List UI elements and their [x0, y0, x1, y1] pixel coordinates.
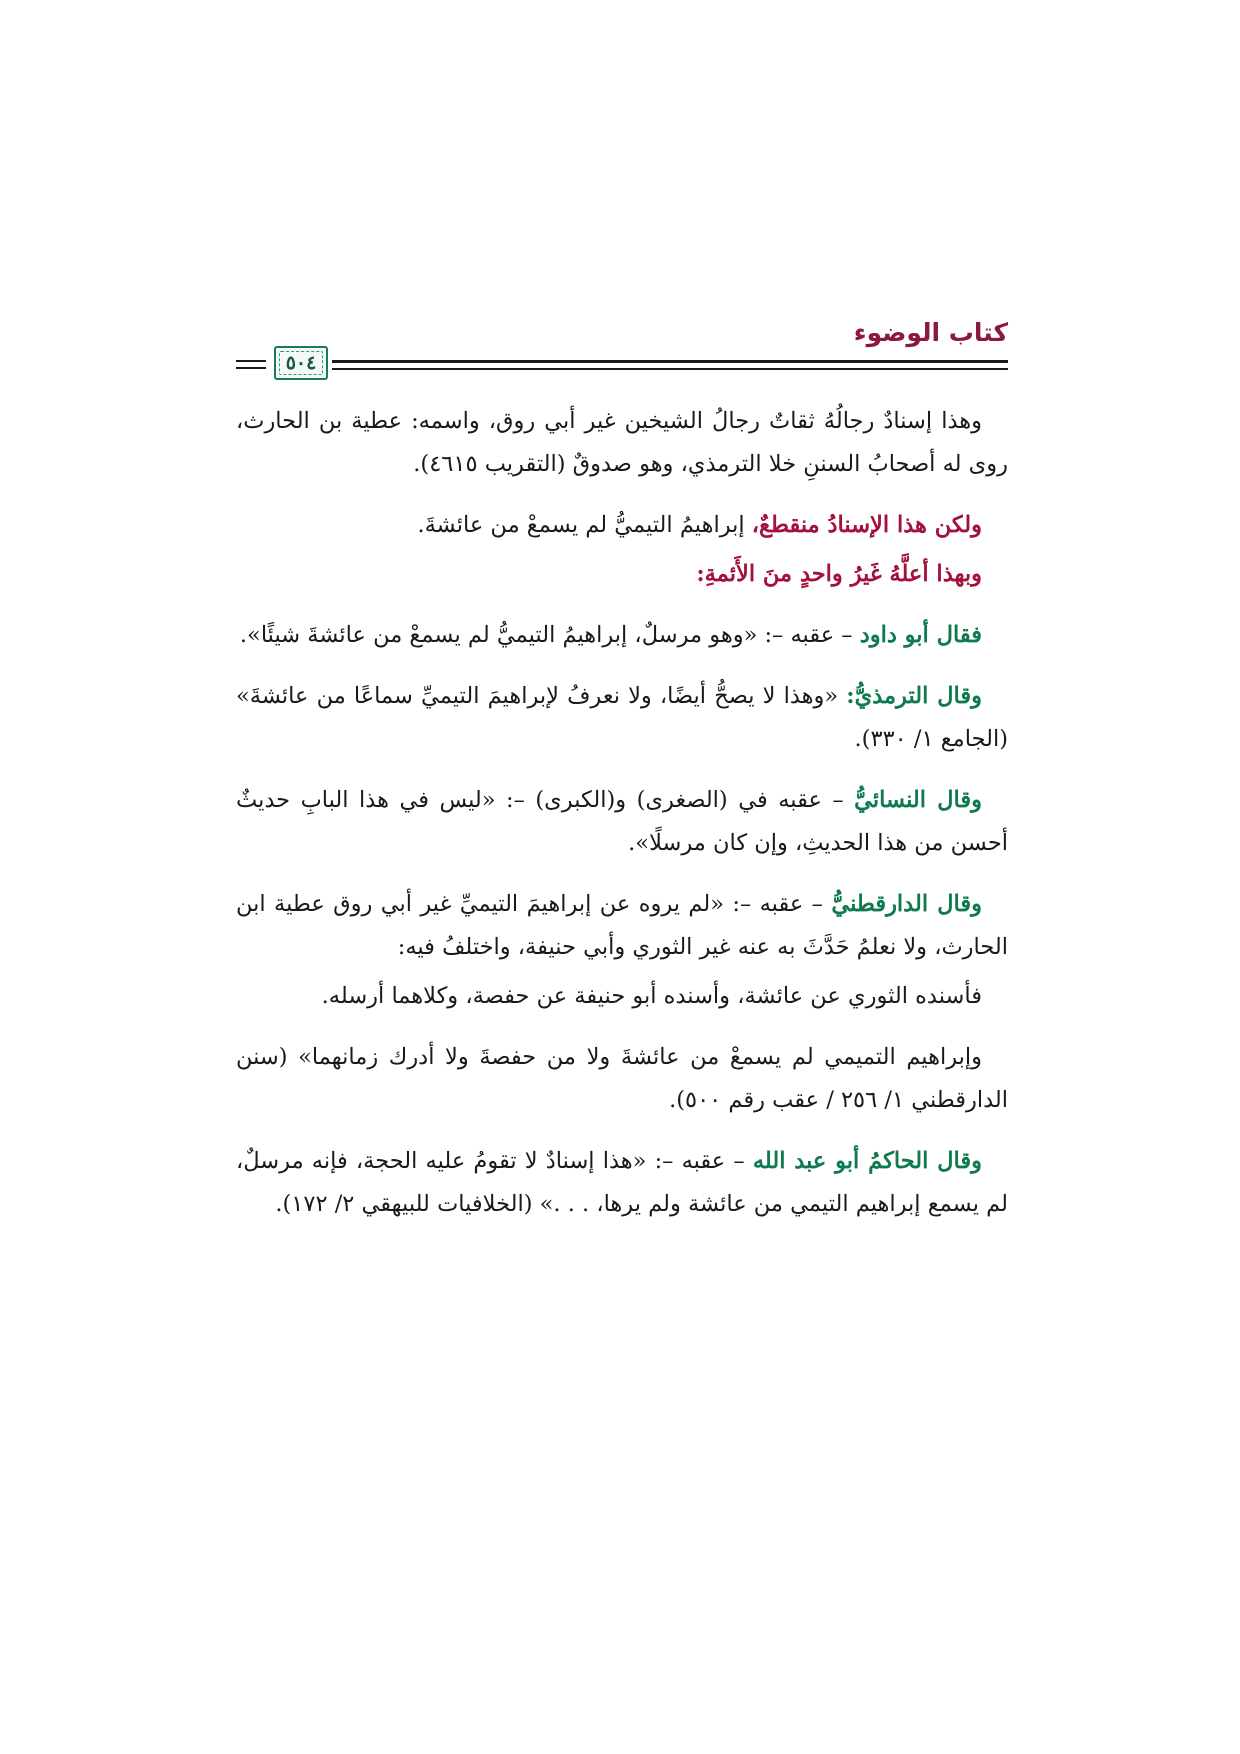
paragraph [236, 779, 1008, 865]
header-rule [332, 368, 1008, 370]
scholar-name: وقال الدارقطنيُّ [831, 891, 982, 917]
header-rule [236, 360, 266, 362]
header-rule [332, 360, 1008, 363]
paragraph-text: وإبراهيم التميمي لم يسمعْ من عائشةَ ولا من حفصةَ ولا أدرك زمانهما» (سنن الدارقطني ١/ ٢٥٦ / عقب رقم ٥٠٠). [236, 1044, 1008, 1113]
paragraph [236, 975, 1008, 1018]
paragraph-text: – عقبه –: «هذا إسنادٌ لا تقومُ عليه الحجة، فإنه مرسلٌ، لم يسمع إبراهيم التيمي من عائشة ولم يرها، . . .» (الخلافيات للبيهقي ٢/ ١٧٢). [236, 1148, 1008, 1217]
scholar-name: وقال النسائيُّ [854, 787, 982, 813]
paragraph [236, 1140, 1008, 1226]
emphasis-text: وبهذا أعلَّهُ غَيرُ واحدٍ منَ الأَئمةِ: [696, 561, 982, 587]
paragraph-text: وهذا إسنادٌ رجالُهُ ثقاتٌ رجالُ الشيخين غير أبي روق، واسمه: عطية بن الحارث، روى له أصحابُ السننِ خلا الترمذي، وهو صدوقٌ (التقريب ٤٦١٥). [236, 408, 1008, 477]
scholar-name: فقال أبو داود [859, 622, 982, 648]
paragraph-text: – عقبه –: «وهو مرسلٌ، إبراهيمُ التيميُّ لم يسمعْ من عائشةَ شيئًا». [239, 622, 860, 648]
book-title: كتاب الوضوء [853, 318, 1008, 347]
paragraph-text: إبراهيمُ التيميُّ لم يسمعْ من عائشةَ. [417, 512, 752, 538]
scholar-name: وقال الحاكمُ أبو عبد الله [752, 1148, 982, 1174]
paragraph [236, 553, 1008, 596]
paragraph-text: – عقبه في (الصغرى) و(الكبرى) –: «ليس في هذا البابِ حديثٌ أحسن من هذا الحديثِ، وإن كان مرسلًا». [236, 787, 1008, 856]
paragraph [236, 675, 1008, 761]
page-number-badge [274, 346, 328, 380]
page-body [236, 400, 1008, 1226]
paragraph [236, 504, 1008, 547]
emphasis-text: ولكن هذا الإسنادُ منقطعٌ، [751, 512, 982, 538]
scholar-name: وقال الترمذيُّ: [846, 683, 983, 709]
paragraph [236, 614, 1008, 657]
page-number: ٥٠٤ [285, 352, 317, 374]
paragraph-text: – عقبه –: «لم يروه عن إبراهيمَ التيميِّ غير أبي روق عطية ابن الحارث، ولا نعلمُ حَدَّثَ به عنه غير الثوري وأبي حنيفة، واختلفُ فيه: [236, 891, 1008, 960]
header-rule [236, 367, 266, 369]
paragraph [236, 1036, 1008, 1122]
paragraph [236, 400, 1008, 486]
paragraph-text: فأسنده الثوري عن عائشة، وأسنده أبو حنيفة عن حفصة، وكلاهما أرسله. [321, 983, 982, 1009]
page-header [236, 318, 1008, 384]
paragraph-text: «وهذا لا يصحُّ أيضًا، ولا نعرفُ لإبراهيمَ التيميِّ سماعًا من عائشةَ» (الجامع ١/ ٣٣٠). [236, 683, 1008, 752]
paragraph [236, 883, 1008, 969]
